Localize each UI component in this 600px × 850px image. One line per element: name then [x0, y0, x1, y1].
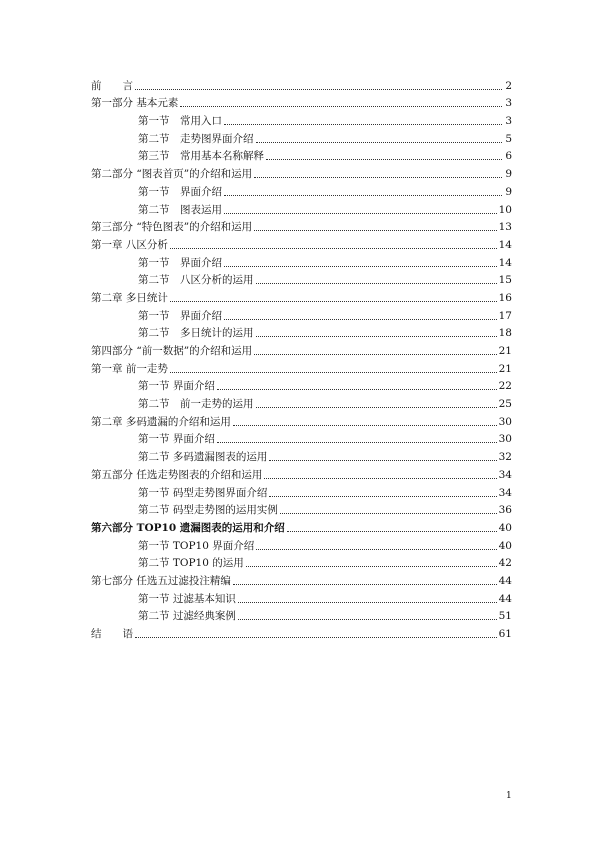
toc-entry-title: 第一部分 基本元素	[91, 97, 179, 110]
dot-leader	[256, 142, 503, 143]
toc-entry-title: 第三部分 “特色图表”的介绍和运用	[91, 221, 253, 234]
dot-leader	[238, 602, 497, 603]
toc-entry-title: 前 言	[91, 79, 133, 92]
toc-entry-page: 34	[498, 468, 512, 481]
toc-entry	[91, 233, 512, 251]
toc-entry-page: 14	[498, 256, 512, 269]
toc-entry-title: 第一章 前一走势	[91, 362, 168, 375]
toc-entry-title: 第一节 TOP10 界面介绍	[138, 539, 255, 552]
toc-entry-page: 61	[498, 628, 512, 640]
toc-subentry	[91, 251, 512, 269]
toc-entry	[91, 216, 512, 234]
toc-entry-page: 3	[505, 115, 512, 128]
toc-subentry	[91, 198, 512, 216]
toc-entry-title: 第二节 图表运用	[138, 203, 222, 216]
toc-subentry	[91, 269, 512, 287]
toc-entry-title: 第一节 界面介绍	[138, 185, 222, 198]
toc-entry-page: 44	[498, 592, 512, 605]
toc-entry-page: 18	[498, 327, 512, 340]
toc-entry-page: 13	[498, 221, 512, 234]
toc-entry-page: 51	[498, 610, 512, 623]
toc-entry-page: 30	[498, 415, 512, 428]
toc-entry-page: 21	[498, 345, 512, 357]
toc-subentry	[91, 145, 512, 163]
toc-entry-title: 第二节 八区分析的运用	[138, 274, 254, 287]
dot-leader	[256, 549, 496, 550]
toc-subentry	[91, 109, 512, 127]
dot-leader	[238, 619, 497, 620]
toc-entry-title: 第二节 码型走势图的运用实例	[138, 504, 278, 517]
dot-leader	[224, 195, 502, 196]
toc-entry-page: 9	[505, 168, 512, 181]
toc-entry-page: 44	[498, 574, 512, 587]
toc-entry-page: 34	[498, 486, 512, 499]
toc-subentry	[91, 322, 512, 340]
dot-leader	[180, 106, 502, 107]
toc-entry-title: 第二节 多码遗漏图表的运用	[138, 451, 268, 464]
toc-entry-title: 第一节 码型走势图界面介绍	[138, 486, 268, 499]
dot-leader	[246, 566, 497, 567]
toc-entry-page: 17	[498, 309, 512, 322]
toc-entry	[91, 357, 512, 375]
toc-entry	[91, 463, 512, 481]
toc-entry-title: 第二节 TOP10 的运用	[138, 557, 244, 570]
dot-leader	[266, 159, 502, 160]
toc-entry-title: 第二节 前一走势的运用	[138, 398, 254, 411]
toc-entry	[91, 92, 512, 110]
toc-entry-page: 2	[505, 79, 512, 92]
toc-subentry	[91, 587, 512, 605]
dot-leader	[135, 89, 502, 90]
toc-entry-page: 9	[505, 185, 512, 198]
dot-leader	[233, 584, 497, 585]
dot-leader	[224, 319, 497, 320]
toc-entry-title: 第四部分 “前一数据”的介绍和运用	[91, 345, 253, 357]
dot-leader	[217, 389, 497, 390]
toc-entry-page: 10	[498, 203, 512, 216]
toc-entry-title: 第二节 多日统计的运用	[138, 327, 254, 340]
toc-entry-title: 第一章 八区分析	[91, 238, 168, 251]
toc-entry-title: 第二节 走势图界面介绍	[138, 132, 254, 145]
toc-entry	[91, 622, 512, 640]
toc-entry-page: 14	[498, 238, 512, 251]
toc-entry-title: 第三节 常用基本名称解释	[138, 150, 264, 163]
dot-leader	[170, 301, 497, 302]
toc-entry-title: 第七部分 任选五过滤投注精编	[91, 574, 231, 587]
toc-entry-title: 第二部分 “图表首页”的介绍和运用	[91, 168, 253, 181]
dot-leader	[224, 266, 497, 267]
toc-subentry	[91, 605, 512, 623]
dot-leader	[264, 478, 496, 479]
toc-entry-title: 第六部分 TOP10 遗漏图表的运用和介绍	[91, 521, 285, 534]
dot-leader	[256, 283, 497, 284]
toc-entry-page: 3	[505, 97, 512, 110]
toc-entry	[91, 516, 512, 534]
dot-leader	[170, 248, 497, 249]
dot-leader	[224, 213, 497, 214]
toc-entry-page: 25	[498, 398, 512, 411]
toc-entry-page: 40	[498, 521, 512, 534]
toc-subentry	[91, 499, 512, 517]
dot-leader	[135, 637, 497, 638]
toc-entry	[91, 286, 512, 304]
toc-entry-title: 第一节 过滤基本知识	[138, 592, 236, 605]
toc-entry-page: 40	[498, 539, 512, 552]
dot-leader	[280, 513, 497, 514]
toc-subentry	[91, 304, 512, 322]
toc-entry-page: 6	[505, 150, 512, 163]
toc-entry-title: 结 语	[91, 628, 133, 640]
toc-entry-title: 第二节 过滤经典案例	[138, 610, 236, 623]
toc-entry-page: 30	[498, 433, 512, 446]
toc-entry-page: 42	[498, 557, 512, 570]
toc-entry-title: 第一节 界面介绍	[138, 433, 215, 446]
table-of-contents	[91, 74, 512, 640]
toc-subentry	[91, 428, 512, 446]
toc-entry-title: 第一节 界面介绍	[138, 309, 222, 322]
toc-entry-page: 15	[498, 274, 512, 287]
toc-entry-title: 第一节 界面介绍	[138, 256, 222, 269]
toc-subentry	[91, 534, 512, 552]
toc-subentry	[91, 375, 512, 393]
dot-leader	[170, 372, 497, 373]
dot-leader	[233, 425, 497, 426]
toc-entry-page: 5	[505, 132, 512, 145]
toc-entry-title: 第二章 多码遗漏的介绍和运用	[91, 415, 231, 428]
dot-leader	[217, 442, 497, 443]
toc-entry-page: 16	[498, 291, 512, 304]
toc-entry	[91, 74, 512, 92]
toc-entry-page: 32	[498, 451, 512, 464]
toc-entry	[91, 339, 512, 357]
toc-entry-title: 第一节 界面介绍	[138, 380, 215, 393]
toc-entry-title: 第一节 常用入口	[138, 115, 222, 128]
toc-entry-page: 22	[498, 380, 512, 393]
toc-entry-title: 第二章 多日统计	[91, 291, 168, 304]
toc-entry	[91, 569, 512, 587]
toc-entry	[91, 162, 512, 180]
dot-leader	[269, 496, 496, 497]
toc-subentry	[91, 392, 512, 410]
dot-leader	[256, 407, 497, 408]
dot-leader	[254, 230, 497, 231]
toc-subentry	[91, 180, 512, 198]
toc-subentry	[91, 127, 512, 145]
dot-leader	[269, 460, 496, 461]
toc-subentry	[91, 552, 512, 570]
toc-entry	[91, 410, 512, 428]
toc-subentry	[91, 481, 512, 499]
toc-entry-page: 36	[498, 504, 512, 517]
toc-subentry	[91, 445, 512, 463]
page-number: 1	[506, 791, 512, 801]
dot-leader	[256, 336, 497, 337]
toc-entry-title: 第五部分 任选走势图表的介绍和运用	[91, 468, 263, 481]
toc-entry-page: 21	[498, 362, 512, 375]
dot-leader	[224, 124, 502, 125]
dot-leader	[287, 531, 497, 532]
dot-leader	[254, 354, 497, 355]
dot-leader	[254, 177, 502, 178]
